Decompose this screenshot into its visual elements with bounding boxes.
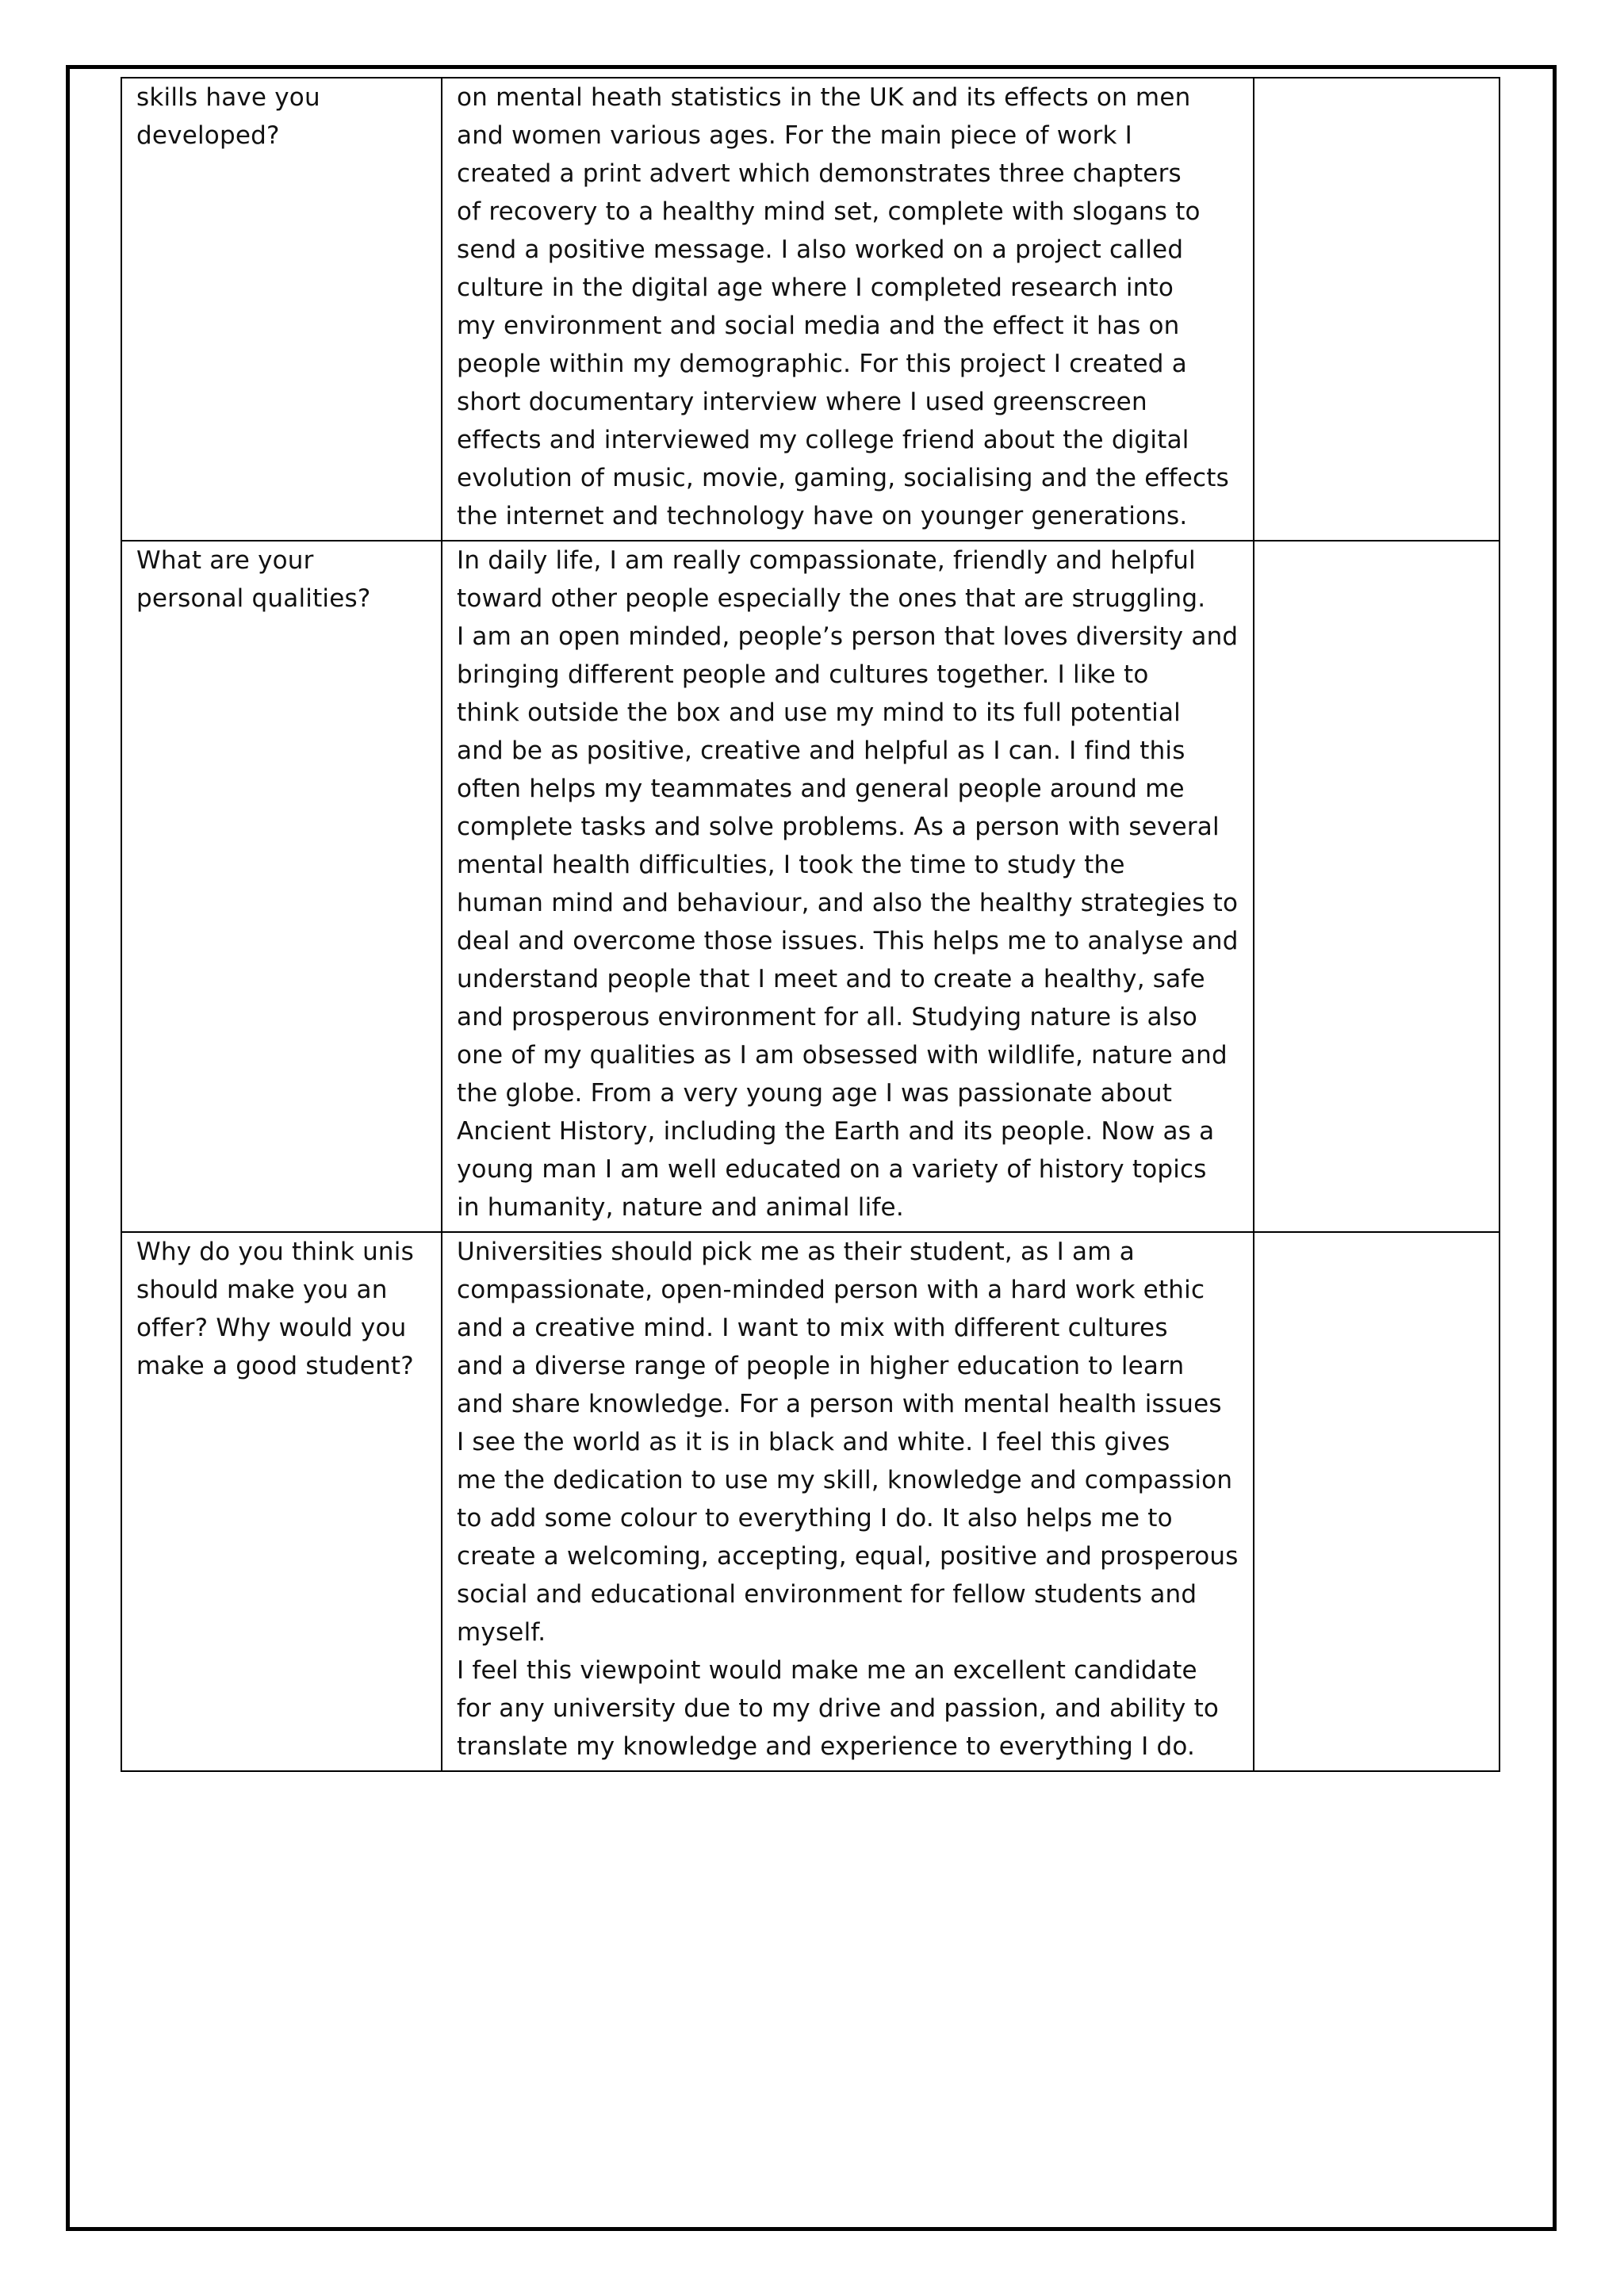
question-cell	[121, 541, 442, 1232]
table-row	[121, 541, 1500, 1232]
table-row	[121, 1232, 1500, 1771]
personal-statement-table	[121, 77, 1500, 1772]
answer-cell	[442, 78, 1254, 541]
answer-paragraph: I feel this viewpoint would make me an excellent candidate for any university due to my drive and passion, and ability to translate my knowledge and experience to everything I do.	[457, 1656, 1220, 1761]
answer-paragraph: on mental heath statistics in the UK and its effects on men and women various ages. For the main piece of work I created a print advert which demonstrates three chapters of recovery to a healthy mind set, complete with slogans to send a positive message. I also worked on a project called culture in the digital age where I completed research into my environment and social media and the effect it has on people within my demographic. For this project I created a short documentary interview where I used greenscreen effects and interviewed my college friend about the digital evolution of music, movie, gaming, socialising and the effects the internet and technology have on younger generations.	[457, 83, 1229, 530]
table-row	[121, 78, 1500, 541]
answer-paragraph: Universities should pick me as their student, as I am a compassionate, open-minded person with a hard work ethic and a creative mind. I want to mix with different cultures and a diverse range of people in higher education to learn and share knowledge. For a person with mental health issues I see the world as it is in black and white. I feel this gives me the dedication to use my skill, knowledge and compassion to add some colour to everything I do. It also helps me to create a welcoming, accepting, equal, positive and prosperous social and educational environment for fellow students and myself.	[457, 1238, 1239, 1647]
question-cell	[121, 1232, 442, 1771]
question-text: What are your personal qualities?	[136, 546, 371, 613]
comment-cell	[1254, 541, 1500, 1232]
comment-cell	[1254, 78, 1500, 541]
answer-paragraph: In daily life, I am really compassionate, friendly and helpful toward other people especially the ones that are struggling. I am an open minded, people’s person that loves diversity and bringing different people and cultures together. I like to think outside the box and use my mind to its full potential and be as positive, creative and helpful as I can. I find this often helps my teammates and general people around me complete tasks and solve problems. As a person with several mental health difficulties, I took the time to study the human mind and behaviour, and also the healthy strategies to deal and overcome those issues. This helps me to analyse and understand people that I meet and to create a healthy, safe and prosperous environment for all. Studying nature is also one of my qualities as I am obsessed with wildlife, nature and the globe. From a very young age I was passionate about Ancient History, including the Earth and its people. Now as a young man I am well educated on a variety of history topics in humanity, nature and animal life.	[457, 546, 1239, 1222]
question-cell	[121, 78, 442, 541]
answer-cell	[442, 541, 1254, 1232]
answer-cell	[442, 1232, 1254, 1771]
question-text: Why do you think unis should make you an offer? Why would you make a good student?	[136, 1238, 414, 1380]
comment-cell	[1254, 1232, 1500, 1771]
question-text: skills have you developed?	[136, 83, 320, 150]
